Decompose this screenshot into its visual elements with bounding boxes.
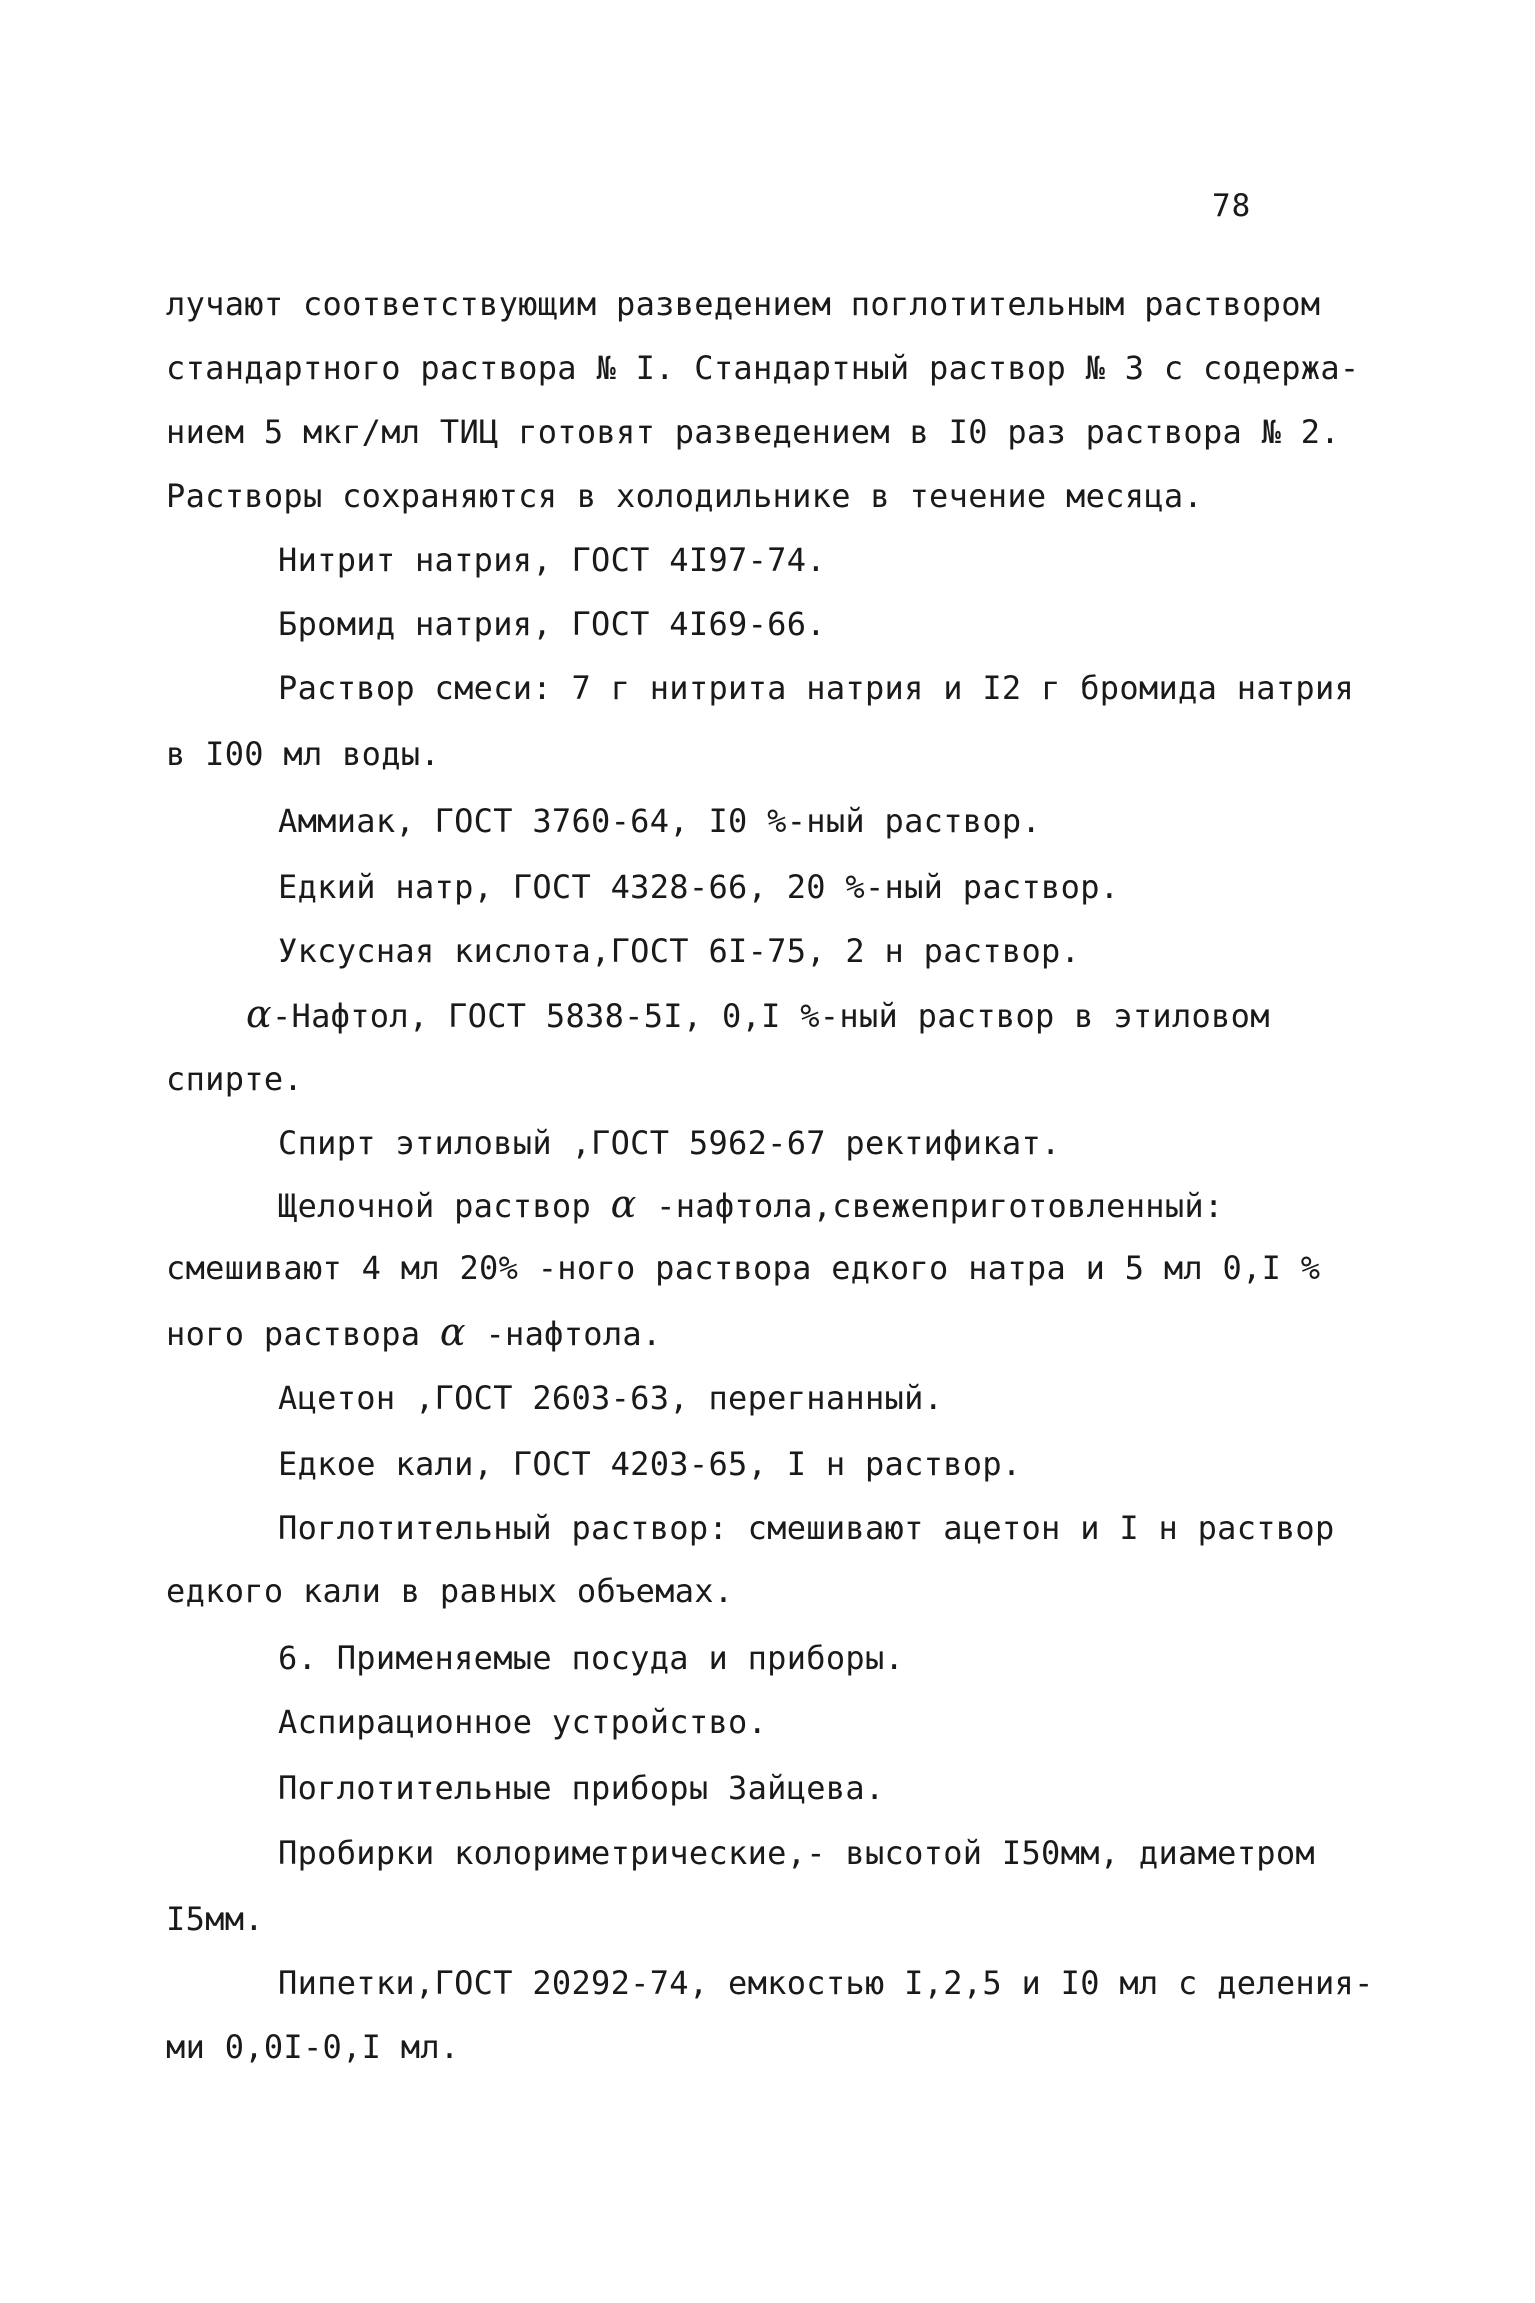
text-line-body: -нафтола.	[465, 1315, 662, 1353]
text-line: I5мм.	[166, 1900, 264, 1938]
text-line	[278, 1182, 1224, 1226]
text-line: Ацетон ,ГОСТ 2603-63, перегнанный.	[278, 1379, 944, 1417]
text-line: нием 5 мкг/мл ТИЦ готовят разведением в I0 раз раствора № 2.	[166, 413, 1340, 451]
text-line: Спирт этиловый ,ГОСТ 5962-67 ректификат.	[278, 1124, 1061, 1162]
text-line: Растворы сохраняются в холодильнике в течение месяца.	[166, 477, 1203, 515]
text-line: Поглотительные приборы Зайцева.	[278, 1769, 885, 1807]
text-line: стандартного раствора № I. Стандартный раствор № 3 с содержа-	[166, 349, 1360, 387]
text-line: смешивают 4 мл 20% -ного раствора едкого натра и 5 мл 0,I %	[166, 1249, 1321, 1287]
text-line: едкого кали в равных объемах.	[166, 1572, 734, 1610]
text-line: Бромид натрия, ГОСТ 4I69-66.	[278, 605, 826, 643]
text-line-prefix: ного раствора	[166, 1315, 440, 1353]
text-line: Поглотительный раствор: смешивают ацетон и I н раствор	[278, 1509, 1335, 1547]
text-line: Уксусная кислота,ГОСТ 6I-75, 2 н раствор.	[278, 932, 1081, 970]
text-line: Пипетки,ГОСТ 20292-74, емкостью I,2,5 и I0 мл с деления-	[278, 1964, 1374, 2002]
text-line: Нитрит натрия, ГОСТ 4I97-74.	[278, 541, 826, 579]
text-line: Едкий натр, ГОСТ 4328-66, 20 %-ный раствор.	[278, 868, 1120, 906]
text-line: лучают соответствующим разведением поглотительным раствором	[166, 285, 1321, 323]
text-line	[166, 1310, 662, 1354]
text-line: Пробирки колориметрические,- высотой I50мм, диаметром	[278, 1834, 1315, 1872]
alpha-symbol: α	[610, 1182, 637, 1226]
text-line: Едкое кали, ГОСТ 4203-65, I н раствор.	[278, 1445, 1022, 1483]
text-line: ми 0,0I-0,I мл.	[166, 2028, 460, 2066]
page-number: 78	[1212, 188, 1252, 224]
text-line: в I00 мл воды.	[166, 735, 440, 773]
alpha-symbol: α	[439, 1310, 466, 1354]
text-line	[246, 992, 1270, 1036]
text-line: Раствор смеси: 7 г нитрита натрия и I2 г бромида натрия	[278, 669, 1355, 707]
text-line: Аспирационное устройство.	[278, 1703, 768, 1741]
text-line-body: -нафтола,свежеприготовленный:	[636, 1187, 1224, 1225]
text-line: Аммиак, ГОСТ 3760-64, I0 %-ный раствор.	[278, 802, 1042, 840]
alpha-symbol: α	[246, 992, 272, 1036]
text-line-body: -Нафтол, ГОСТ 5838-5I, 0,I %-ный раствор в этиловом	[271, 997, 1270, 1035]
text-line: 6. Применяемые посуда и приборы.	[278, 1639, 905, 1677]
text-line-prefix: Щелочной раствор	[278, 1187, 611, 1225]
text-line: спирте.	[166, 1060, 303, 1098]
